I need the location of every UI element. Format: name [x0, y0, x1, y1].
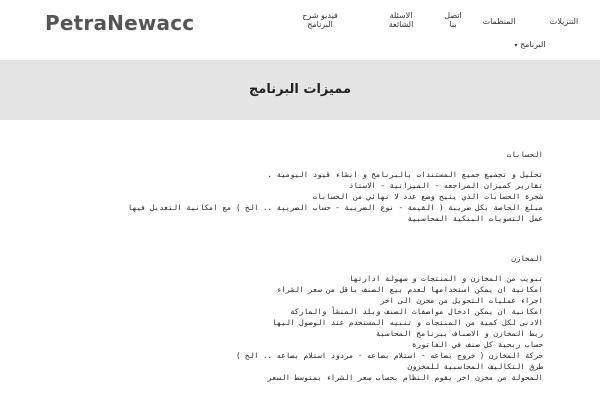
features-content [43, 150, 543, 383]
feature-line: امكانية ان يمكن استخدامها لعدم بيع الصنف باقل من سعر الشراء [276, 285, 543, 294]
feature-line: الادنى لكل كمية من المنتجات و تنبيه المستخدم عند الوصول اليها [272, 318, 543, 327]
top-bar [0, 0, 600, 60]
feature-line: طرق التكاليف المحاسبية للمخزون [407, 362, 543, 371]
feature-line: حساب ربحية كل صنف في الفاتورة [412, 340, 543, 349]
feature-line: اجراء عمليات التحويل من مخزن الى اخر [380, 296, 543, 305]
nav-item-video-tutorial[interactable]: فيديو شرح البرنامج [302, 11, 338, 29]
feature-line: مبلغ الحاصة بكل ضريبة ( القيمة - نوع الضريبة - حساب الضريبة .. الخ ) مع امكانية التعديل فيها [127, 203, 543, 212]
section-spacer [43, 224, 543, 254]
main-nav [280, 0, 600, 60]
feature-line: تبويب من المخازن و المنتجات و سهولة ادارتها [348, 274, 543, 283]
feature-line: ربط المخازن و الاصناف ببرنامج المحاسبة [375, 329, 543, 338]
nav-item-faq[interactable]: الاسئلة الشائعة [388, 11, 414, 29]
page-title: مميزات البرنامج [248, 82, 352, 97]
page-banner [0, 60, 600, 120]
feature-line: عمل التسويات البنكية المحاسبية [407, 214, 543, 223]
feature-line: شجرة الحسابات الذي يتيح وضع عدد لا نهائي من الحسابات [312, 192, 543, 201]
section-title-stores: المخازن [511, 254, 543, 263]
chevron-down-icon: ▾ [514, 42, 518, 49]
section-title-accounts: الحسابات [506, 150, 543, 159]
feature-line: المحولة من مخزن اخر يقوم النظام بحساب سعر الشراء بمتوسط السعر [267, 373, 543, 382]
feature-line: تحليل و تجميع جميع المستندات بالبرنامج و انشاء قيود اليومية . [267, 170, 543, 179]
feature-line: حركة المخازن ( خروج بضاعه - استلام بضاعه - مردود استلام بضاعه .. الخ ) [235, 351, 543, 360]
nav-item-organizations[interactable]: المنظمات [482, 17, 516, 26]
site-logo[interactable]: PetraNewacc [45, 11, 195, 35]
nav-item-program[interactable] [510, 40, 550, 50]
feature-line: تقارير كميزان المراجعه - الميزانية - الاستاذ [348, 181, 543, 190]
nav-item-program-label: البرنامج [519, 40, 546, 49]
nav-item-contact[interactable]: اتصل بنا [444, 11, 462, 29]
feature-line: امكانية ان يمكن ادخال مواصفات الصنف وبلد المنشأ والماركة [290, 307, 543, 316]
nav-item-downloads[interactable]: التنزيلات [549, 17, 579, 26]
